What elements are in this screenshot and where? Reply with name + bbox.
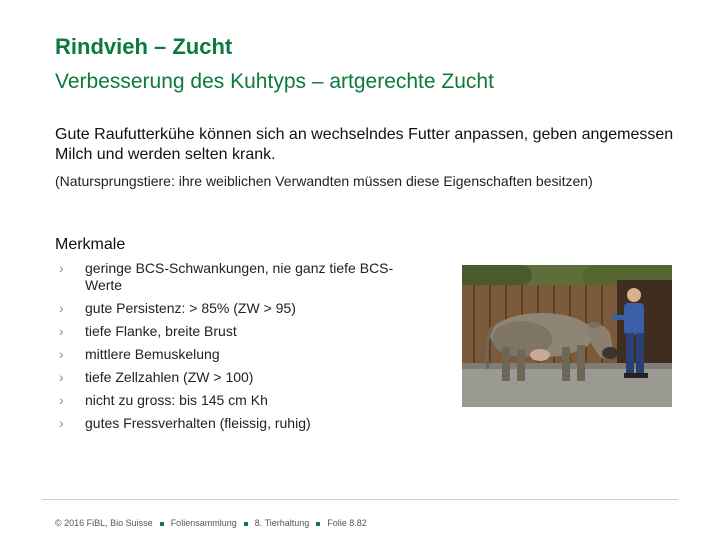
list-item-text: gutes Fressverhalten (fleissig, ruhig) <box>85 415 311 431</box>
chevron-right-icon: › <box>59 392 64 408</box>
footer-page-number: Folie 8.82 <box>327 518 367 528</box>
list-item-text: gute Persistenz: > 85% (ZW > 95) <box>85 300 296 316</box>
merkmale-heading: Merkmale <box>55 236 126 253</box>
chevron-right-icon: › <box>59 415 64 431</box>
list-item-text: nicht zu gross: bis 145 cm Kh <box>85 392 268 408</box>
list-item <box>55 369 415 386</box>
chevron-right-icon: › <box>59 323 64 339</box>
footer-separator <box>244 522 248 526</box>
list-item-text: geringe BCS-Schwankungen, nie ganz tiefe BCS-Werte <box>85 260 394 293</box>
list-item <box>55 300 415 317</box>
chevron-right-icon: › <box>59 369 64 385</box>
list-item-text: tiefe Zellzahlen (ZW > 100) <box>85 369 254 385</box>
footer-chapter: 8. Tierhaltung <box>254 518 310 528</box>
list-item <box>55 323 415 340</box>
list-item <box>55 346 415 363</box>
footer-separator <box>160 522 164 526</box>
chevron-right-icon: › <box>59 300 64 316</box>
list-item <box>55 260 415 294</box>
footer-collection: Foliensammlung <box>170 518 237 528</box>
lead-paragraph: Gute Raufutterkühe können sich an wechselndes Futter anpassen, geben angemessen Milch und werden selten krank. <box>55 126 674 163</box>
cow-with-farmer-photo <box>462 265 672 407</box>
list-item-text: tiefe Flanke, breite Brust <box>85 323 237 339</box>
chevron-right-icon: › <box>59 346 64 362</box>
footer-copyright: © 2016 FiBL, Bio Suisse <box>55 518 153 528</box>
chevron-right-icon: › <box>59 260 64 276</box>
merkmale-list <box>55 260 415 438</box>
list-item-text: mittlere Bemuskelung <box>85 346 220 362</box>
photo-illustration <box>462 265 672 407</box>
footer-separator <box>316 522 320 526</box>
list-item <box>55 415 415 432</box>
note-paragraph: (Natursprungstiere: ihre weiblichen Verwandten müssen diese Eigenschaften besitzen) <box>55 173 593 189</box>
footer-divider <box>42 499 678 500</box>
footer <box>55 518 367 528</box>
list-item <box>55 392 415 409</box>
slide-subtitle: Verbesserung des Kuhtyps – artgerechte Zucht <box>55 70 494 93</box>
slide-title: Rindvieh – Zucht <box>55 34 233 59</box>
